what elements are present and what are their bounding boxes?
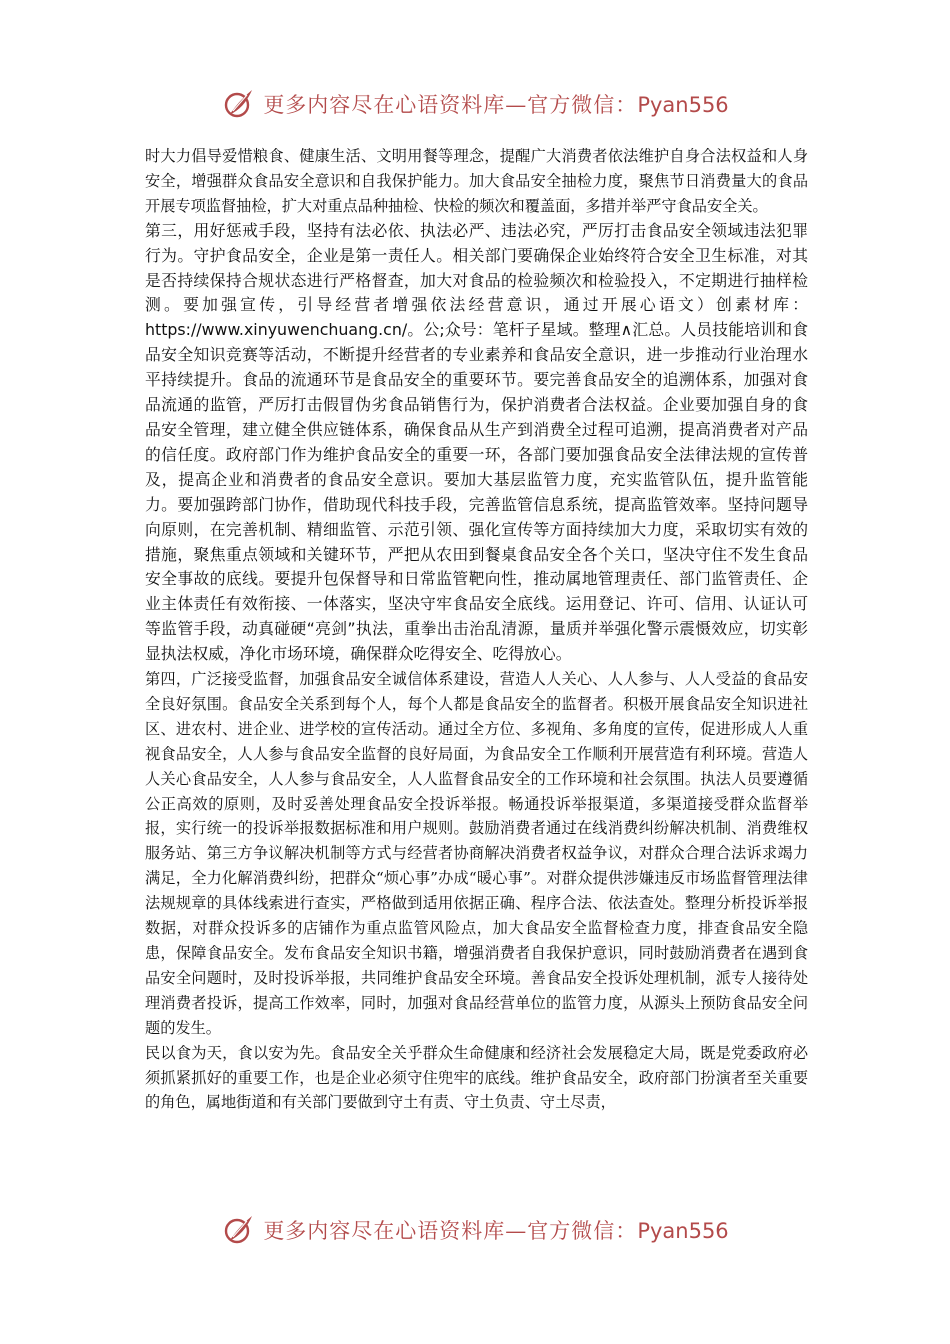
banner-handle: Pyan556 [637,93,729,117]
header-banner [0,84,950,124]
paragraph-4: 民以食为天，食以安为先。食品安全关乎群众生命健康和经济社会发展稳定大局，既是党委政府必须抓紧抓好的重要工作，也是企业必须守住兜牢的底线。维护食品安全，政府部门扮演者至关重要的角色，属地街道和有关部门要做到守土有责、守土负责、守土尽责， [145,1043,808,1112]
paragraph-1: 时大力倡导爱惜粮食、健康生活、文明用餐等理念，提醒广大消费者依法维护自身合法权益和人身安全，增强群众食品安全意识和自我保护能力。加大食品安全抽检力度，聚焦节日消费量大的食品开展专项监督抽检，扩大对重点品种抽检、快检的频次和覆盖面，多措并举严守食品安全关。 [145,147,808,215]
paragraph-3: 第四，广泛接受监督，加强食品安全诚信体系建设，营造人人关心、人人参与、人人受益的食品安全良好氛围。食品安全关系到每个人，每个人都是食品安全的监督者。积极开展食品安全知识进社区、进农村、进企业、进学校的宣传活动。通过全方位、多视角、多角度的宣传，促进形成人人重视食品安全，人人参与食品安全监督的良好局面，为食品安全工作顺利开展营造有利环境。营造人人关心食品安全，人人参与食品安全，人人监督食品安全的工作环境和社会氛围。执法人员要遵循公正高效的原则，及时妥善处理食品安全投诉举报。畅通投诉举报渠道，多渠道接受群众监督举报，实行统一的投诉举报数据标准和用户规则。鼓励消费者通过在线消费纠纷解决机制、消费维权服务站、第三方争议解决机制等方式与经营者协商解决消费者权益争议，对群众合理合法诉求竭力满足，全力化解消费纠纷，把群众“烦心事”办成“暖心事”。对群众提供涉嫌违反市场监督管理法律法规规章的具体线索进行查实，严格做到适用依据正确、程序合法、依法查处。整理分析投诉举报数据，对群众投诉多的店铺作为重点监管风险点，加大食品安全监督检查力度，排查食品安全隐患，保障食品安全。发布食品安全知识书籍，增强消费者自我保护意识，同时鼓励消费者在遇到食品安全问题时，及时投诉举报，共同维护食品安全环境。善食品安全投诉处理机制，派专人接待处理消费者投诉，提高工作效率，同时，加强对食品经营单位的监管力度，从源头上预防食品安全问题的发生。 [145,670,808,1037]
document-body [145,144,808,1115]
paragraph-2: 第三，用好惩戒手段，坚持有法必依、执法必严、违法必究，严厉打击食品安全领域违法犯罪行为。守护食品安全，企业是第一责任人。相关部门要确保企业始终符合安全卫生标准，对其是否持续保持合规状态进行严格督查，加大对食品的检验频次和检验投入，不定期进行抽样检测。要加强宣传，引导经营者增强依法经营意识，通过开展心语文）创素材库：https://www.xinyuwenchuang.cn/。公;众号：笔杆子星域。整理∧汇总。人员技能培训和食品安全知识竞赛等活动，不断提升经营者的专业素养和食品安全意识，进一步推动行业治理水平持续提升。食品的流通环节是食品安全的重要环节。要完善食品安全的追溯体系，加强对食品流通的监管，严厉打击假冒伪劣食品销售行为，保护消费者合法权益。企业要加强自身的食品安全管理，建立健全供应链体系，确保食品从生产到消费全过程可追溯，提高消费者对产品的信任度。政府部门作为维护食品安全的重要一环，各部门要加强食品安全法律法规的宣传普及，提高企业和消费者的食品安全意识。要加大基层监管力度，充实监管队伍，提升监管能力。要加强跨部门协作，借助现代科技手段，完善监管信息系统，提高监管效率。坚持问题导向原则，在完善机制、精细监管、示范引领、强化宣传等方面持续加大力度，采取切实有效的措施，聚焦重点领域和关键环节，严把从农田到餐桌食品安全各个关口，坚决守住不发生食品安全事故的底线。要提升包保督导和日常监管靶向性，推动属地管理责任、部门监管责任、企业主体责任有效衔接、一体落实，坚决守牢食品安全底线。运用登记、许可、信用、认证认可等监管手段，动真碰硬“亮剑”执法，重拳出击治乱清源，量质并举强化警示震慑效应，切实彰显执法权威，净化市场环境，确保群众吃得安全、吃得放心。 [145,220,808,664]
banner-text [263,1215,728,1245]
banner-handle: Pyan556 [637,1219,729,1243]
feather-quill-logo [221,1213,255,1247]
banner-text [263,89,728,119]
banner-title: 更多内容尽在心语资料库—官方微信： [263,93,638,117]
footer-banner [0,1210,950,1250]
banner-title: 更多内容尽在心语资料库—官方微信： [263,1219,638,1243]
feather-quill-logo [221,87,255,121]
